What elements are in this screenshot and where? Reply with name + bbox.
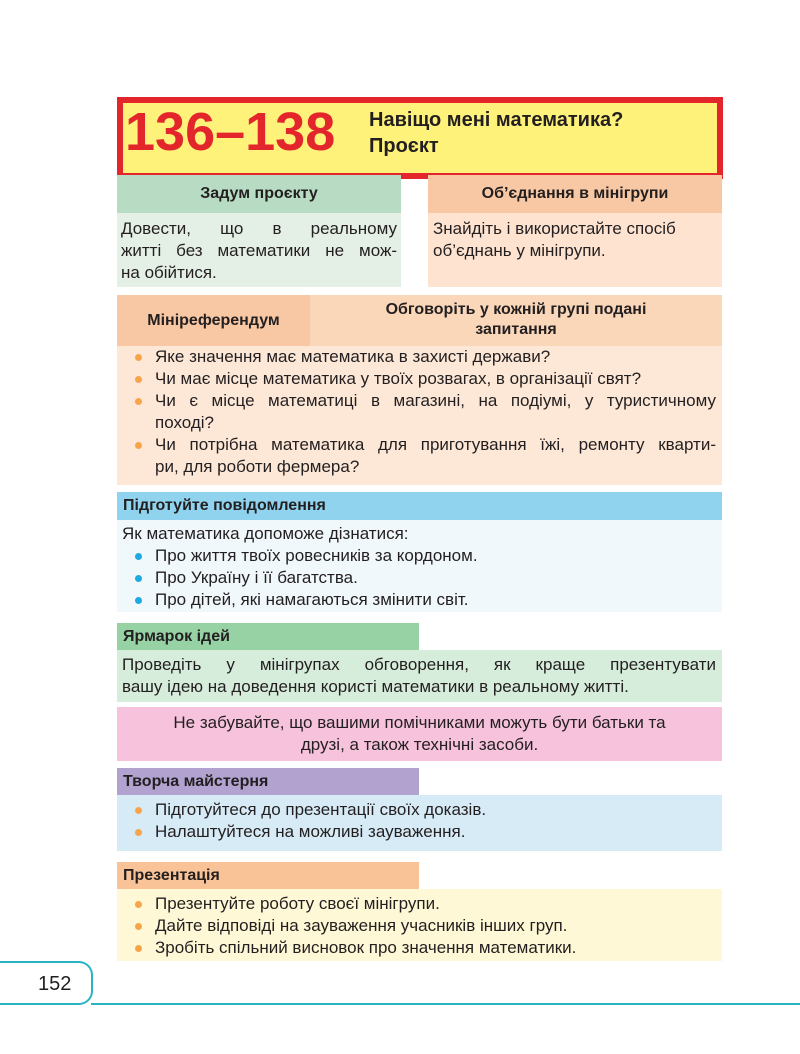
presentation-list [117,893,722,959]
lesson-header [117,97,723,179]
page-number-tab [0,961,93,1005]
list-item [117,589,722,611]
groups-body [428,213,722,287]
workshop-heading: Творча майстерня [117,768,419,795]
referendum-label: Мініреферендум [117,295,310,346]
list-item [117,893,722,915]
messages-heading: Підготуйте повідомлення [117,492,722,520]
workshop-text: Підготуйтеся до презентації своїх доказів. [155,800,487,819]
bullet-icon [135,597,142,604]
workshop-text: Налаштуйтеся на можливі зауваження. [155,822,466,841]
workshop-list [117,799,722,843]
list-item [117,545,722,567]
bullet-icon [135,376,142,383]
page-number: 152 [38,973,72,995]
groups-line: об’єднань у мінігрупи. [433,241,606,260]
bullet-icon [135,398,142,405]
bullet-icon [135,553,142,560]
lesson-number: 136–138 [125,102,336,162]
list-item [117,390,716,434]
bullet-icon [135,354,142,361]
lesson-title: Навіщо мені математика? [369,109,624,131]
list-item [117,346,716,368]
list-item [117,368,716,390]
groups-line: Знайдіть і використайте спосіб [433,219,676,238]
fair-line: Проведіть у мінігрупах обговорення, як краще презентувати [122,655,716,674]
messages-intro: Як математика допоможе дізнатися: [122,524,409,543]
bullet-icon [135,807,142,814]
bullet-icon [135,829,142,836]
question-text: Чи має місце математика у твоїх розвагах, в організації свят? [155,369,642,388]
message-text: Про Україну і її багатства. [155,568,358,587]
question-text: ри, для роботи фермера? [155,457,360,476]
referendum-heading-line: запитання [475,321,557,338]
footer-line [91,1003,800,1005]
fair-heading: Ярмарок ідей [117,623,419,650]
note-line: друзі, а також технічні засоби. [300,735,539,754]
question-text: поході? [155,413,215,432]
referendum-heading [310,295,722,346]
message-text: Про життя твоїх ровесників за кордоном. [155,546,478,565]
groups-heading: Об’єднання в мінігрупи [428,175,722,213]
list-item [117,799,722,821]
messages-list [117,545,722,611]
idea-line: житті без математики не мож- [121,241,397,260]
idea-body [117,213,401,287]
bullet-icon [135,923,142,930]
presentation-text: Дайте відповіді на зауваження учасників інших груп. [155,916,568,935]
presentation-body [117,889,722,961]
bullet-icon [135,945,142,952]
bullet-icon [135,901,142,908]
list-item [117,821,722,843]
list-item [117,567,722,589]
message-text: Про дітей, які намагаються змінити світ. [155,590,469,609]
idea-line: Довести, що в реальному [121,219,397,238]
fair-line: вашу ідею на доведення користі математики в реальному житті. [122,677,629,696]
presentation-heading: Презентація [117,862,419,889]
bullet-icon [135,442,142,449]
idea-line: на обійтися. [121,263,217,282]
question-text: Чи є місце математиці в магазині, на подіумі, у туристичному [155,391,716,410]
referendum-heading-line: Обговоріть у кожній групі подані [385,301,647,318]
workshop-body [117,795,722,851]
messages-body [117,520,722,612]
list-item [117,434,716,478]
fair-body [117,650,722,702]
question-text: Чи потрібна математика для приготування їжі, ремонту кварти- [155,435,716,454]
presentation-text: Презентуйте роботу своєї мінігрупи. [155,894,440,913]
lesson-subtitle: Проєкт [369,135,439,157]
question-text: Яке значення має математика в захисті держави? [155,347,551,366]
list-item [117,915,722,937]
idea-heading: Задум проєкту [117,175,401,213]
referendum-questions [117,346,722,478]
reminder-note [117,707,722,761]
presentation-text: Зробіть спільний висновок про значення математики. [155,938,577,957]
list-item [117,937,722,959]
note-line: Не забувайте, що вашими помічниками можуть бути батьки та [173,713,666,732]
bullet-icon [135,575,142,582]
